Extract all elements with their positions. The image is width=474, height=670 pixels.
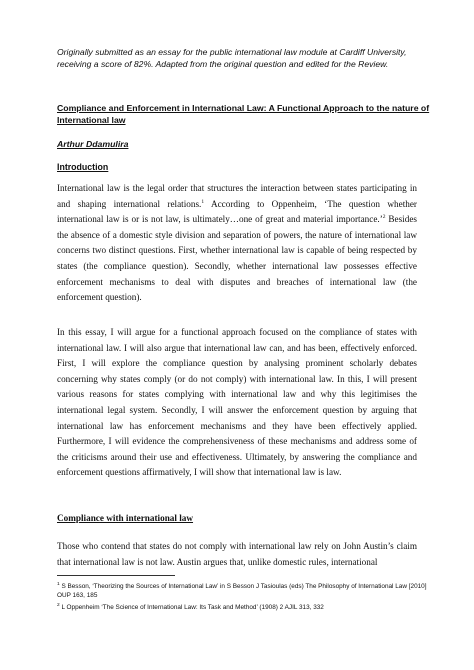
footnote-text: S Besson, ‘Theorizing the Sources of International Law’ in S Besson J Tasioulas (eds) The Philosophy of International Law [2010] OUP 163, 185	[57, 583, 427, 600]
compliance-paragraph-1: Those who contend that states do not comply with international law rely on John Austin’s claim that international law is not law. Austin argues that, unlike domestic rules, international	[57, 541, 417, 567]
essay-title: Compliance and Enforcement in International Law: A Functional Approach to the nature of International law	[57, 103, 430, 125]
paragraph-text: According to Oppenheim, ‘The question whether international law is or is not law, is ultimately…one of great and material importance.’	[57, 198, 417, 225]
footnote-number: 2	[57, 602, 60, 608]
footnote-ref-2: 2	[382, 214, 386, 221]
footnote-ref-1: 1	[201, 198, 205, 205]
author-name: Arthur Ddamulira	[57, 139, 129, 149]
paragraph-text: International law is the legal order that structures the interaction between states participating in and shaping international relations.	[57, 183, 417, 209]
introduction-paragraph-1	[57, 181, 417, 306]
paragraph-text: Besides the absence of a domestic style division and separation of powers, the nature of international law concerns two distinct questions. First, whether international law is capable of being respected by states (the compliance question). Secondly, whether international law possesses effective enforcement mechanisms to deal with disputes and breaches of international law (the enforcement question).	[57, 214, 417, 303]
footnote-2	[57, 603, 437, 612]
footnote-text: L Oppenheim ‘The Science of International Law: Its Task and Method’ (1908) 2 AJIL 313, 332	[59, 604, 324, 611]
footnote-1	[57, 582, 437, 600]
footnote-divider	[57, 575, 175, 576]
introduction-paragraph-2: In this essay, I will argue for a functional approach focused on the compliance of states with international law. I will also argue that international law can, and has been, effectively enforced. First, I will explore the compliance question by analysing prominent scholarly debates concerning why states comply (or do not comply) with international law. In this, I will present various reasons for states complying with international law and why this legitimises the international legal system. Secondly, I will answer the enforcement question by arguing that international law has enforcement mechanisms and they have been effectively applied. Furthermore, I will evidence the comprehensiveness of these mechanisms and address some of the criticisms around their use and effectiveness. Ultimately, by answering the compliance and enforcement questions affirmatively, I will show that international law is law.	[57, 327, 417, 478]
introduction-heading: Introduction	[57, 162, 109, 172]
compliance-heading: Compliance with international law	[57, 513, 194, 523]
publication-note: Originally submitted as an essay for the public international law module at Cardiff University, receiving a score of 82%. Adapted from the original question and edited for the Review.	[57, 47, 407, 70]
footnote-number: 1	[57, 581, 60, 587]
